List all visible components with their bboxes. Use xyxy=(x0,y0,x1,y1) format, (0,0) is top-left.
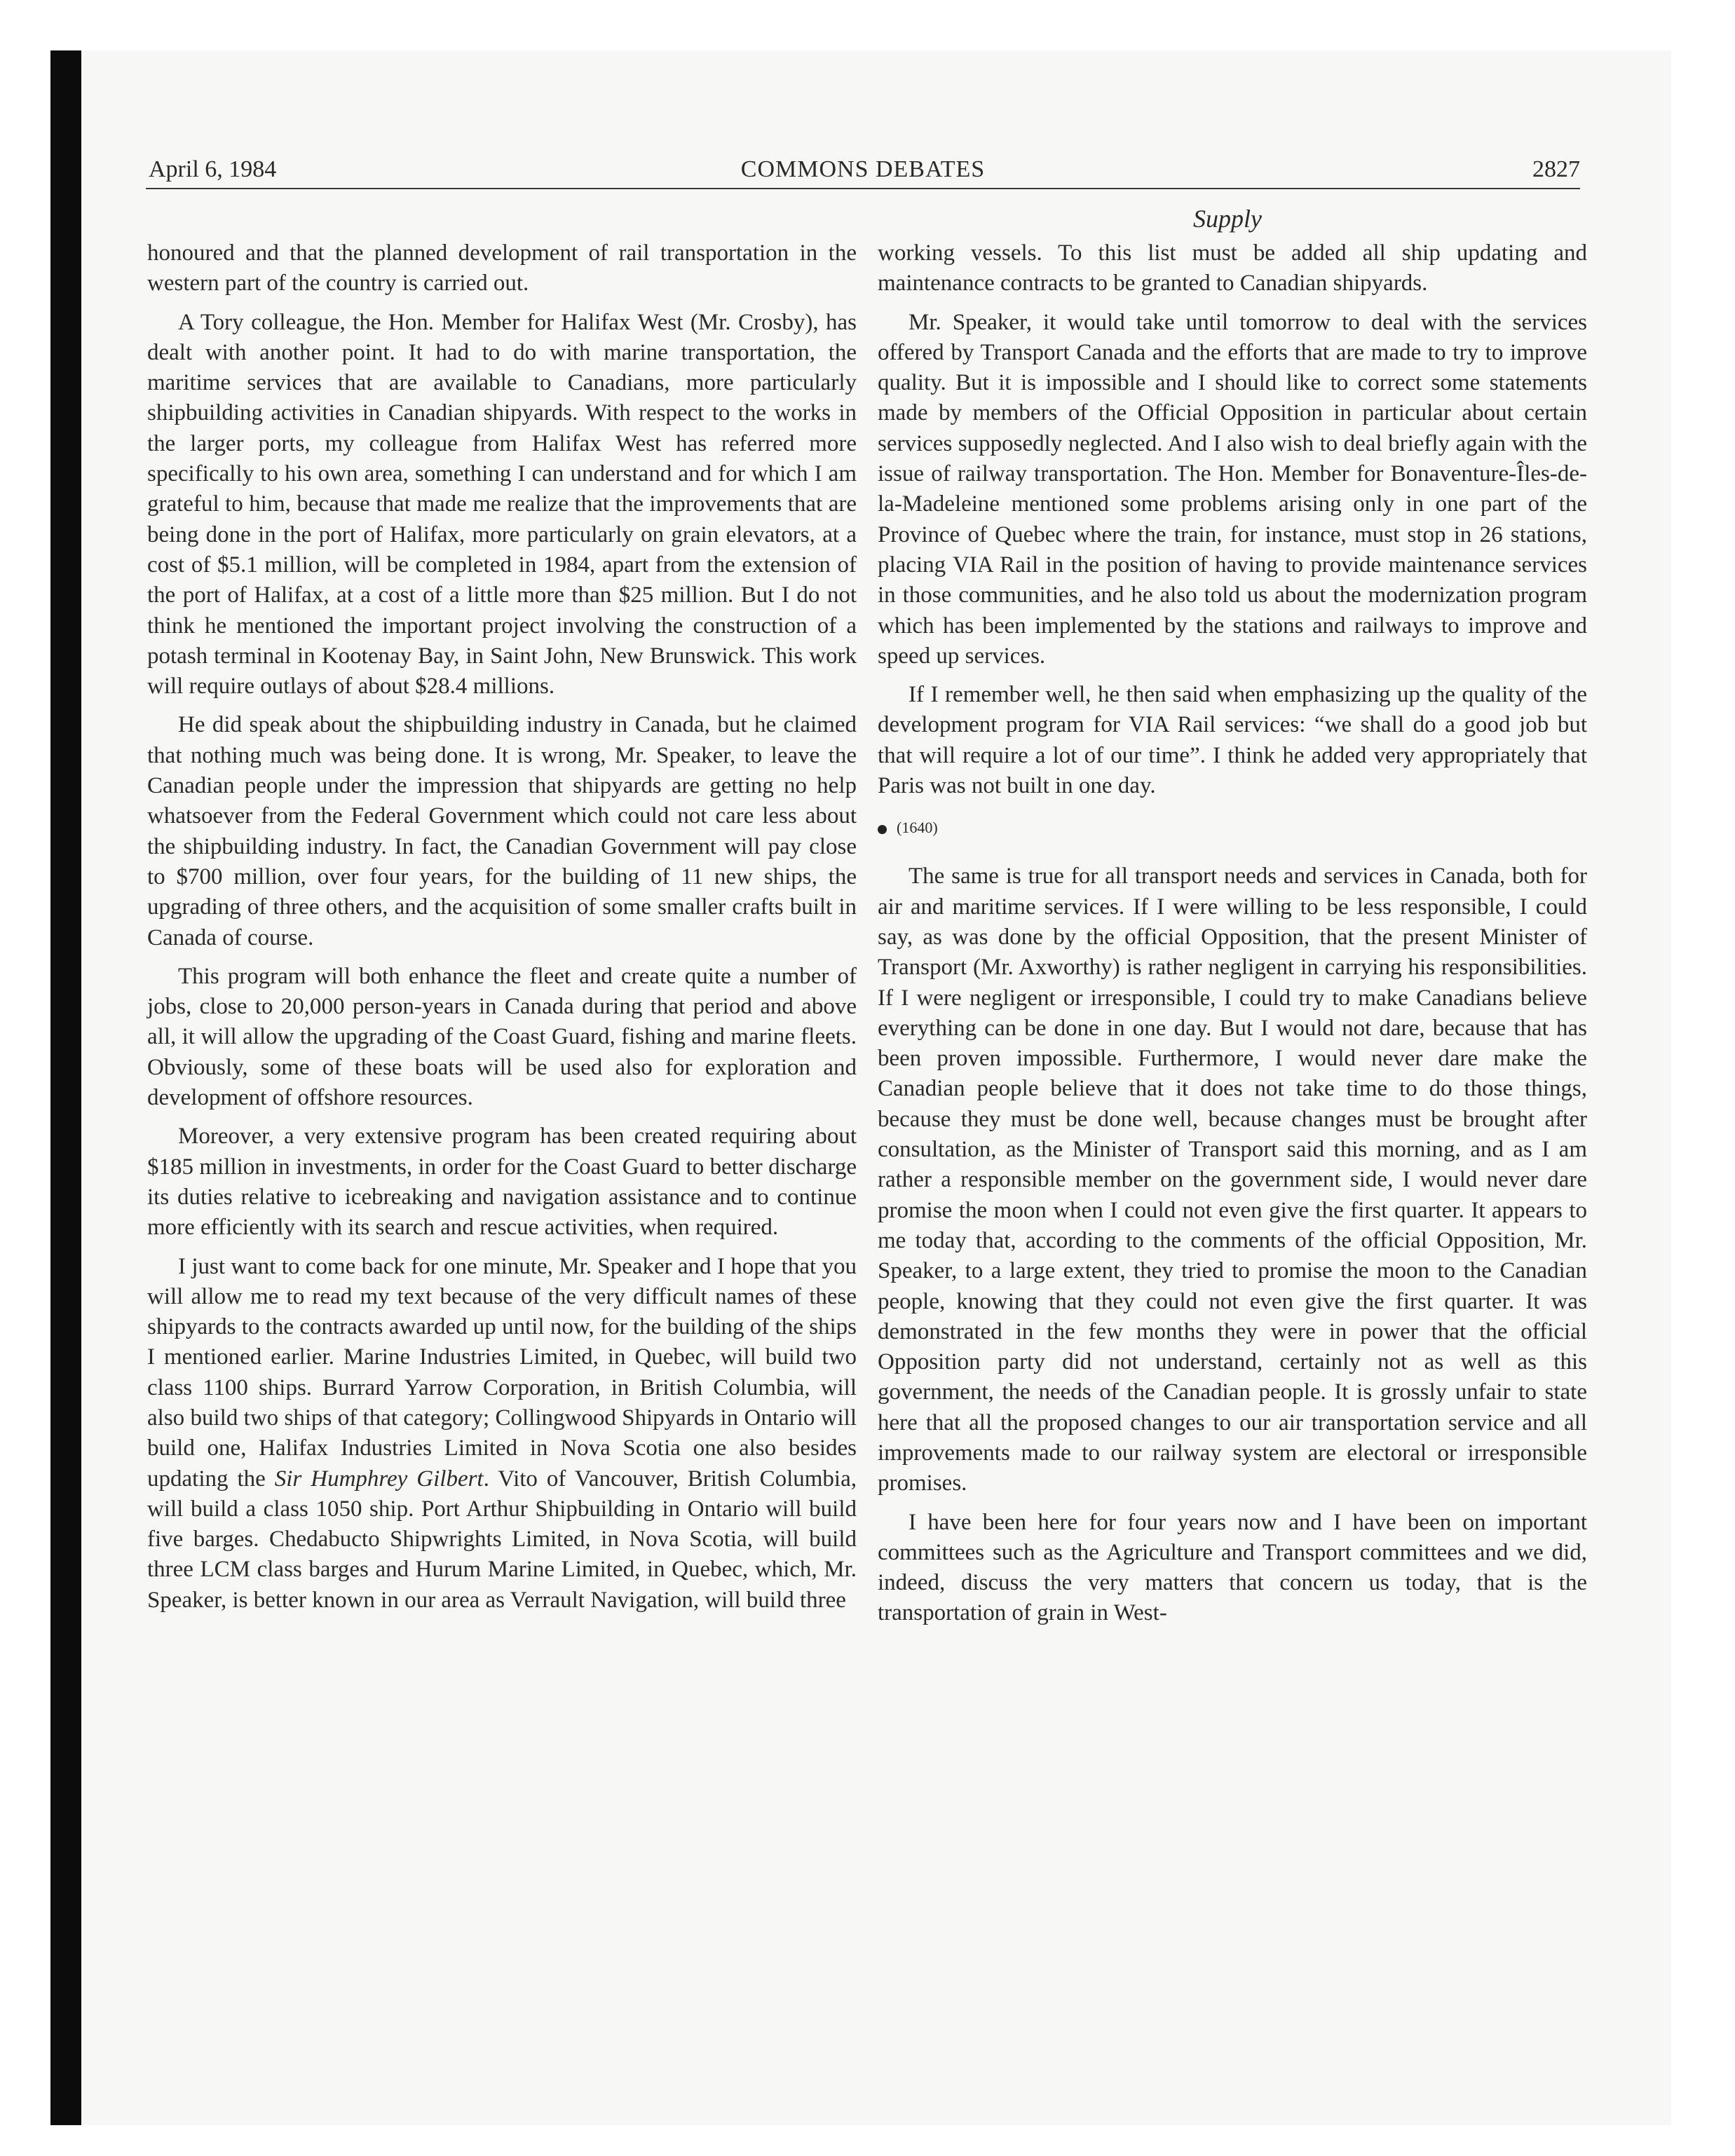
time-marker xyxy=(878,815,1587,840)
paragraph: working vessels. To this list must be added all ship updating and maintenance contracts to be granted to Canadian shipyards. xyxy=(878,240,1587,296)
paragraph: Moreover, a very extensive program has been created requiring about $185 million in investments, in order for the Coast Guard to better discharge its duties relative to icebreaking and navigation assistance and to continue more efficiently with its search and rescue activities, when required. xyxy=(147,1124,857,1241)
bullet-icon xyxy=(878,825,887,834)
header-page-number: 2827 xyxy=(1532,156,1580,182)
paragraph-text: I just want to come back for one minute, Mr. Speaker and I hope that you will allow me to read my text because of the very difficult names of these shipyards to the contracts awarded up until now, for the building of the ships I mentioned earlier. Marine Industries Limited, in Quebec, will build two class 1100 ships. Burrard Yarrow Corporation, in British Columbia, will also build two ships of that category; Collingwood Shipyards in Ontario will build one, Halifax Industries Limited in Nova Scotia one also besides updating the xyxy=(147,1253,857,1492)
paragraph xyxy=(147,1252,857,1616)
paragraph: The same is true for all transport needs and services in Canada, both for air and maritime services. If I were willing to be less responsible, I could say, as was done by the official Opposition, that the present Minister of Transport (Mr. Axworthy) is rather negligent in carrying his responsibilities. If I were negligent or irresponsible, I could try to make Canadians believe everything can be done in one day. But I would not dare, because that has been proven impossible. Furthermore, I would never dare make the Canadian people believe that it does not take time to do those things, because they must be done well, because changes must be brought after consultation, as the Minister of Transport said this morning, and as I am rather a responsible member on the government side, I would never dare promise the moon when I could not even give the first quarter. It appears to me today that, according to the comments of the official Opposition, Mr. Speaker, to a large extent, they tried to promise the moon to the Canadian people, knowing that they could not even give the first quarter. It was demonstrated in the few months they were in power that the official Opposition party did not understand, certainly not as well as this government, the needs of the Canadian people. It is grossly unfair to state here that all the proposed changes to our air transportation service and all improvements made to our railway system are electoral or irresponsible promises. xyxy=(878,864,1587,1496)
time-marker-label: (1640) xyxy=(897,819,938,837)
paragraph: I have been here for four years now and I have been on important committees such as the Agriculture and Transport committees and we did, indeed, discuss the very matters that concern us today, that is the transportation of grain in West- xyxy=(878,1509,1587,1626)
paragraph: If I remember well, he then said when emphasizing up the quality of the development program for VIA Rail services: “we shall do a good job but that will require a lot of our time”. I think he added very appropriately that Paris was not built in one day. xyxy=(878,682,1587,799)
header-date: April 6, 1984 xyxy=(149,156,277,182)
paragraph: A Tory colleague, the Hon. Member for Halifax West (Mr. Crosby), has dealt with another point. It had to do with marine transportation, the maritime services that are available to Canadians, more particularly shipbuilding activities in Canadian shipyards. With respect to the works in the larger ports, my colleague from Halifax West has referred more specifically to his own area, something I can understand and for which I am grateful to him, because that made me realize that the improvements that are being done in the port of Halifax, more particularly on grain elevators, at a cost of $5.1 million, will be completed in 1984, apart from the extension of the port of Halifax, at a cost of a little more than $25 million. But I do not think he mentioned the important project involving the construction of a potash terminal in Kootenay Bay, in Saint John, New Brunswick. This work will require outlays of about $28.4 millions. xyxy=(147,309,857,700)
paragraph: honoured and that the planned development of rail transportation in the western part of the country is carried out. xyxy=(147,240,857,296)
right-column xyxy=(878,238,1587,1637)
header-title: COMMONS DEBATES xyxy=(740,156,986,182)
paragraph: This program will both enhance the fleet and create quite a number of jobs, close to 20,000 person-years in Canada during that period and above all, it will allow the upgrading of the Coast Guard, fishing and marine fleets. Obviously, some of these boats will be used also for exploration and development of offshore resources. xyxy=(147,963,857,1111)
scan-border xyxy=(50,50,81,2125)
page-header xyxy=(146,153,1580,189)
left-column xyxy=(147,238,857,1624)
section-heading: Supply xyxy=(1193,205,1262,233)
paragraph-text: . Vito of Vancouver, British Columbia, will build a class 1050 ship. Port Arthur Shipbuilding in Ontario will build five barges. Chedabucto Shipwrights Limited, in Nova Scotia, will build three LCM class barges and Hurum Marine Limited, in Quebec, which, Mr. Speaker, is better known in our area as Verrault Navigation, will build three xyxy=(147,1466,857,1613)
paragraph: Mr. Speaker, it would take until tomorrow to deal with the services offered by Transport Canada and the efforts that are made to try to improve quality. But it is impossible and I should like to correct some statements made by members of the Official Opposition in particular about certain services supposedly neglected. And I also wish to deal briefly again with the issue of railway transportation. The Hon. Member for Bonaventure-Îles-de-la-Madeleine mentioned some problems arising only in one part of the Province of Quebec where the train, for instance, must stop in 26 stations, placing VIA Rail in the position of having to provide maintenance services in those communities, and he also told us about the modernization program which has been implemented by the stations and railways to improve and speed up services. xyxy=(878,309,1587,669)
paragraph: He did speak about the shipbuilding industry in Canada, but he claimed that nothing much was being done. It is wrong, Mr. Speaker, to leave the Canadian people under the impression that shipyards are getting no help whatsoever from the Federal Government which could not care less about the shipbuilding industry. In fact, the Canadian Government will pay close to $700 million, over four years, for the building of 11 new ships, the upgrading of three others, and the acquisition of some smaller crafts built in Canada of course. xyxy=(147,712,857,950)
ship-name: Sir Humphrey Gilbert xyxy=(274,1466,484,1492)
